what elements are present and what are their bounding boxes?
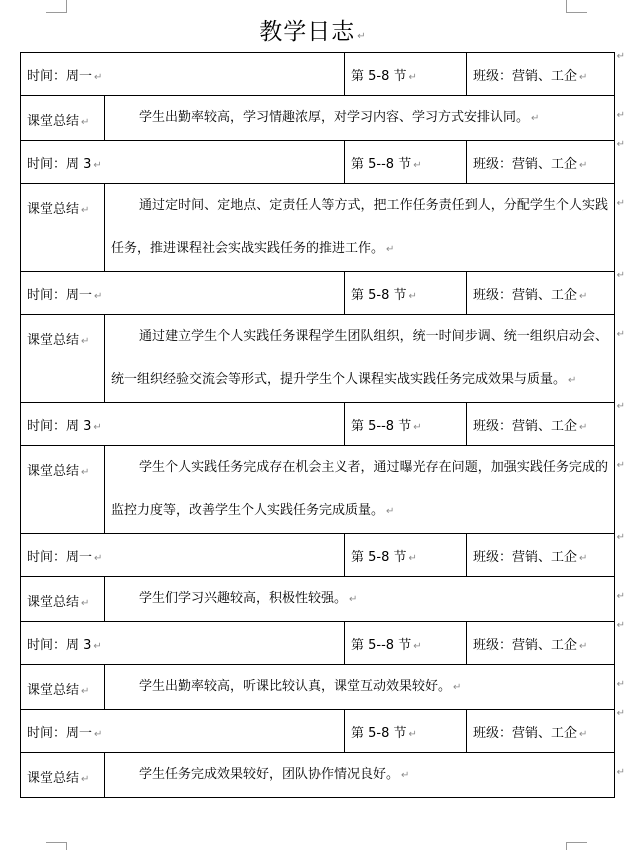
row-end-mark: ↵ <box>616 110 625 121</box>
period-text: 第 5-8 节 <box>351 68 407 84</box>
period-cell <box>345 272 467 315</box>
class-text: 班级：营销、工企 <box>473 156 578 172</box>
class-text: 班级：营销、工企 <box>473 418 578 434</box>
time-cell <box>21 403 345 446</box>
summary-text-cell <box>105 184 625 272</box>
row-end-mark: ↵ <box>616 198 625 209</box>
row-end-mark: ↵ <box>616 139 625 150</box>
log-summary-row <box>21 315 615 403</box>
paragraph-mark: ↵ <box>531 113 540 124</box>
row-end-mark: ↵ <box>616 620 625 631</box>
summary-label: 课堂总结 <box>27 683 80 698</box>
period-text: 第 5-8 节 <box>351 725 407 741</box>
summary-text-cell <box>105 96 625 141</box>
summary-label-cell <box>21 184 105 272</box>
row-end-mark: ↵ <box>616 532 625 543</box>
class-cell <box>467 270 625 315</box>
paragraph-mark: ↵ <box>579 552 588 564</box>
period-cell <box>345 141 467 184</box>
period-text: 第 5-8 节 <box>351 287 407 303</box>
class-text: 班级：营销、工企 <box>473 287 578 303</box>
summary-label: 课堂总结 <box>27 333 80 348</box>
time-text: 时间：周一 <box>27 287 93 303</box>
paragraph-mark: ↵ <box>413 159 422 171</box>
time-text: 时间：周 3 <box>27 418 92 434</box>
page-title-text: 教学日志 <box>259 19 356 45</box>
log-info-row <box>21 710 615 753</box>
log-info-row <box>21 141 615 184</box>
paragraph-mark: ↵ <box>579 290 588 302</box>
class-text: 班级：营销、工企 <box>473 549 578 565</box>
paragraph-mark: ↵ <box>357 31 367 42</box>
time-text: 时间：周一 <box>27 68 93 84</box>
summary-text-cell <box>105 577 625 622</box>
summary-text: 通过定时间、定地点、定责任人等方式，把工作任务责任到人，分配学生个人实践任务，推进课程社会实战实践任务的推进工作。 <box>111 198 608 256</box>
row-end-mark: ↵ <box>616 329 625 340</box>
log-info-row <box>21 53 615 96</box>
period-text: 第 5--8 节 <box>351 156 412 172</box>
paragraph-mark: ↵ <box>579 421 588 433</box>
row-end-mark: ↵ <box>616 767 625 778</box>
time-text: 时间：周 3 <box>27 637 92 653</box>
teaching-log-table <box>20 51 625 798</box>
summary-text: 学生们学习兴趣较高，积极性较强。 <box>139 591 348 606</box>
log-info-row <box>21 534 615 577</box>
summary-text-cell <box>105 665 625 710</box>
paragraph-mark: ↵ <box>349 594 358 605</box>
class-cell <box>467 708 625 753</box>
paragraph-mark: ↵ <box>94 728 103 740</box>
period-text: 第 5--8 节 <box>351 418 412 434</box>
paragraph-mark: ↵ <box>453 682 462 693</box>
summary-label: 课堂总结 <box>27 114 80 129</box>
log-summary-row <box>21 184 615 272</box>
summary-text: 学生任务完成效果较好，团队协作情况良好。 <box>139 767 400 782</box>
row-end-mark: ↵ <box>616 708 625 719</box>
log-summary-row <box>21 665 615 710</box>
log-info-row <box>21 622 615 665</box>
summary-label-cell <box>21 315 105 403</box>
class-text: 班级：营销、工企 <box>473 637 578 653</box>
period-text: 第 5-8 节 <box>351 549 407 565</box>
paragraph-mark: ↵ <box>579 71 588 83</box>
summary-text-cell <box>105 315 625 403</box>
paragraph-mark: ↵ <box>568 375 577 386</box>
class-text: 班级：营销、工企 <box>473 68 578 84</box>
paragraph-mark: ↵ <box>81 117 90 128</box>
paragraph-mark: ↵ <box>401 770 410 781</box>
paragraph-mark: ↵ <box>579 159 588 171</box>
summary-label: 课堂总结 <box>27 595 80 610</box>
paragraph-mark: ↵ <box>81 467 90 478</box>
class-cell <box>467 620 625 665</box>
summary-label-cell <box>21 96 105 141</box>
period-text: 第 5--8 节 <box>351 637 412 653</box>
paragraph-mark: ↵ <box>579 640 588 652</box>
page-title <box>0 14 626 55</box>
row-end-mark: ↵ <box>616 51 625 62</box>
summary-label: 课堂总结 <box>27 771 80 786</box>
summary-text-cell <box>105 753 625 798</box>
paragraph-mark: ↵ <box>81 336 90 347</box>
paragraph-mark: ↵ <box>94 290 103 302</box>
paragraph-mark: ↵ <box>413 640 422 652</box>
summary-text: 通过建立学生个人实践任务课程学生团队组织，统一时间步调、统一组织启动会、统一组织经验交流会等形式，提升学生个人课程实战实践任务完成效果与质量。 <box>111 329 608 387</box>
log-summary-row <box>21 96 615 141</box>
summary-label-cell <box>21 665 105 710</box>
period-cell <box>345 622 467 665</box>
time-text: 时间：周一 <box>27 549 93 565</box>
page-corner-mark <box>566 0 587 13</box>
log-info-row <box>21 272 615 315</box>
summary-label-cell <box>21 446 105 534</box>
period-cell <box>345 53 467 96</box>
paragraph-mark: ↵ <box>408 552 417 564</box>
period-cell <box>345 403 467 446</box>
row-end-mark: ↵ <box>616 460 625 471</box>
summary-text: 学生出勤率较高，学习情趣浓厚，对学习内容、学习方式安排认同。 <box>139 110 530 125</box>
row-end-mark: ↵ <box>616 679 625 690</box>
class-text: 班级：营销、工企 <box>473 725 578 741</box>
summary-label-cell <box>21 577 105 622</box>
paragraph-mark: ↵ <box>93 640 102 652</box>
time-cell <box>21 622 345 665</box>
summary-text: 学生出勤率较高，听课比较认真，课堂互动效果较好。 <box>139 679 452 694</box>
paragraph-mark: ↵ <box>386 244 395 255</box>
log-summary-row <box>21 577 615 622</box>
paragraph-mark: ↵ <box>94 552 103 564</box>
time-cell <box>21 141 345 184</box>
paragraph-mark: ↵ <box>81 686 90 697</box>
row-end-mark: ↵ <box>616 591 625 602</box>
paragraph-mark: ↵ <box>94 71 103 83</box>
class-cell <box>467 139 625 184</box>
class-cell <box>467 532 625 577</box>
paragraph-mark: ↵ <box>408 290 417 302</box>
log-info-row <box>21 403 615 446</box>
paragraph-mark: ↵ <box>93 421 102 433</box>
log-summary-row <box>21 753 615 798</box>
row-end-mark: ↵ <box>616 401 625 412</box>
period-cell <box>345 710 467 753</box>
summary-label-cell <box>21 753 105 798</box>
time-cell <box>21 710 345 753</box>
log-summary-row <box>21 446 615 534</box>
summary-label: 课堂总结 <box>27 464 80 479</box>
period-cell <box>345 534 467 577</box>
class-cell <box>467 51 625 96</box>
time-cell <box>21 53 345 96</box>
paragraph-mark: ↵ <box>413 421 422 433</box>
paragraph-mark: ↵ <box>81 205 90 216</box>
paragraph-mark: ↵ <box>579 728 588 740</box>
paragraph-mark: ↵ <box>386 506 395 517</box>
paragraph-mark: ↵ <box>408 728 417 740</box>
paragraph-mark: ↵ <box>81 598 90 609</box>
time-text: 时间：周一 <box>27 725 93 741</box>
time-cell <box>21 534 345 577</box>
class-cell <box>467 401 625 446</box>
summary-text-cell <box>105 446 625 534</box>
summary-label: 课堂总结 <box>27 202 80 217</box>
paragraph-mark: ↵ <box>93 159 102 171</box>
page-corner-mark <box>46 0 67 13</box>
row-end-mark: ↵ <box>616 270 625 281</box>
summary-text: 学生个人实践任务完成存在机会主义者，通过曝光存在问题，加强实践任务完成的监控力度等，改善学生个人实践任务完成质量。 <box>111 460 608 518</box>
time-text: 时间：周 3 <box>27 156 92 172</box>
time-cell <box>21 272 345 315</box>
paragraph-mark: ↵ <box>408 71 417 83</box>
paragraph-mark: ↵ <box>81 774 90 785</box>
